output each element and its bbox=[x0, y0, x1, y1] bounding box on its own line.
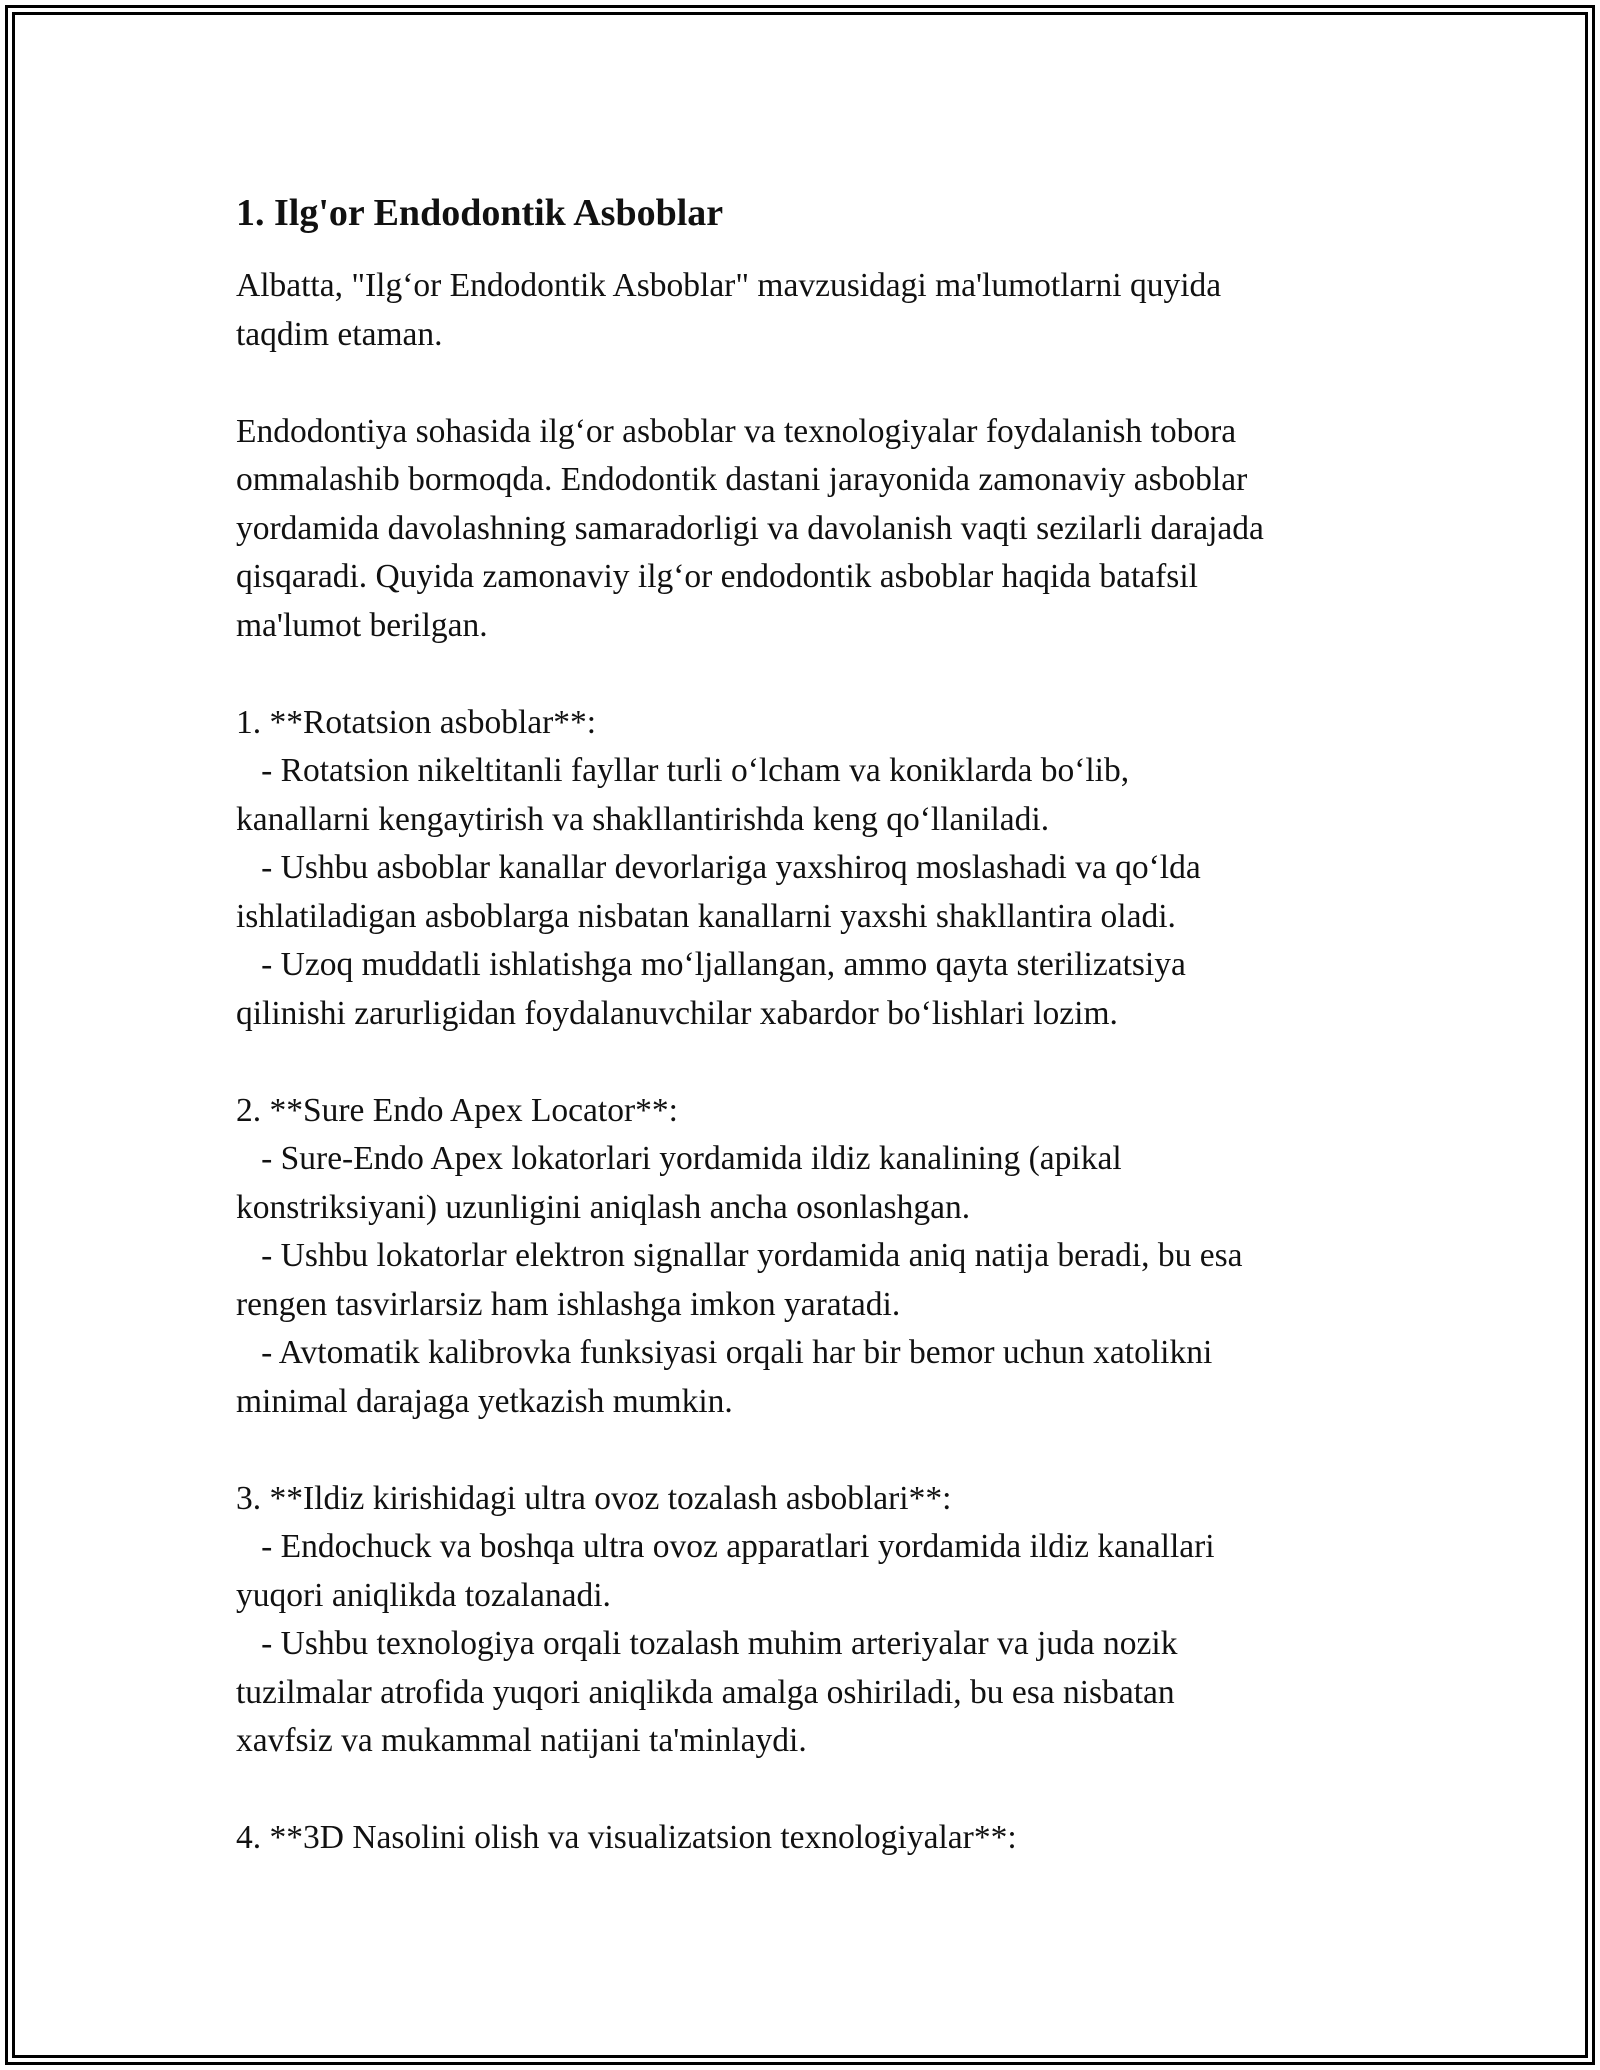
section-rotatsion-asboblar: 1. **Rotatsion asboblar**: - Rotatsion nikeltitanli fayllar turli o‘lcham va koniklarda bo‘lib, kanallarni kengaytirish va shakllantirishda keng qo‘llaniladi. - Ushbu asboblar kanallar devorlariga yaxshiroq moslashadi va qo‘lda ishlatiladigan asboblarga nisbatan kanallarni yaxshi shakllantira oladi. - Uzoq muddatli ishlatishga mo‘ljallangan, ammo qayta sterilizatsiya qilinishi zarurligidan foydalanuvchilar xabardor bo‘lishlari lozim. bbox=[236, 703, 1201, 1032]
document-title: 1. Ilg'or Endodontik Asboblar bbox=[236, 192, 724, 234]
paragraph-spacer bbox=[236, 1766, 1386, 1815]
section-apex-locator: 2. **Sure Endo Apex Locator**: - Sure-Endo Apex lokatorlari yordamida ildiz kanalining (apikal konstriksiyani) uzunligini aniqlash ancha osonlashgan. - Ushbu lokatorlar elektron signallar yordamida aniq natija beradi, bu esa rengen tasvirlarsiz ham ishlashga imkon yaratadi. - Avtomatik kalibrovka funksiyasi orqali har bir bemor uchun xatolikni minimal darajaga yetkazish mumkin. bbox=[236, 1091, 1243, 1420]
section-3d-texnologiyalar: 4. **3D Nasolini olish va visualizatsion texnologiyalar**: bbox=[236, 1819, 1017, 1856]
paragraph-spacer bbox=[236, 1426, 1386, 1475]
paragraph-spacer bbox=[236, 650, 1386, 699]
intro-paragraph: Albatta, "Ilg‘or Endodontik Asboblar" mavzusidagi ma'lumotlarni quyida taqdim etaman. bbox=[236, 267, 1222, 353]
paragraph-spacer bbox=[236, 359, 1386, 408]
section-ultra-ovoz: 3. **Ildiz kirishidagi ultra ovoz tozalash asboblari**: - Endochuck va boshqa ultra ovoz apparatlari yordamida ildiz kanallari yuqori aniqlikda tozalanadi. - Ushbu texnologiya orqali tozalash muhim arteriyalar va juda nozik tuzilmalar atrofida yuqori aniqlikda amalga oshiriladi, bu esa nisbatan xavfsiz va mukammal natijani ta'minlaydi. bbox=[236, 1479, 1215, 1759]
paragraph-spacer bbox=[236, 1038, 1386, 1087]
document-body bbox=[236, 186, 1386, 1863]
overview-paragraph: Endodontiya sohasida ilg‘or asboblar va texnologiyalar foydalanish tobora ommalashib bormoqda. Endodontik dastani jarayonida zamonaviy asboblar yordamida davolashning samaradorligi va davolanish vaqti sezilarli darajada qisqaradi. Quyida zamonaviy ilg‘or endodontik asboblar haqida batafsil ma'lumot berilgan. bbox=[236, 412, 1264, 644]
